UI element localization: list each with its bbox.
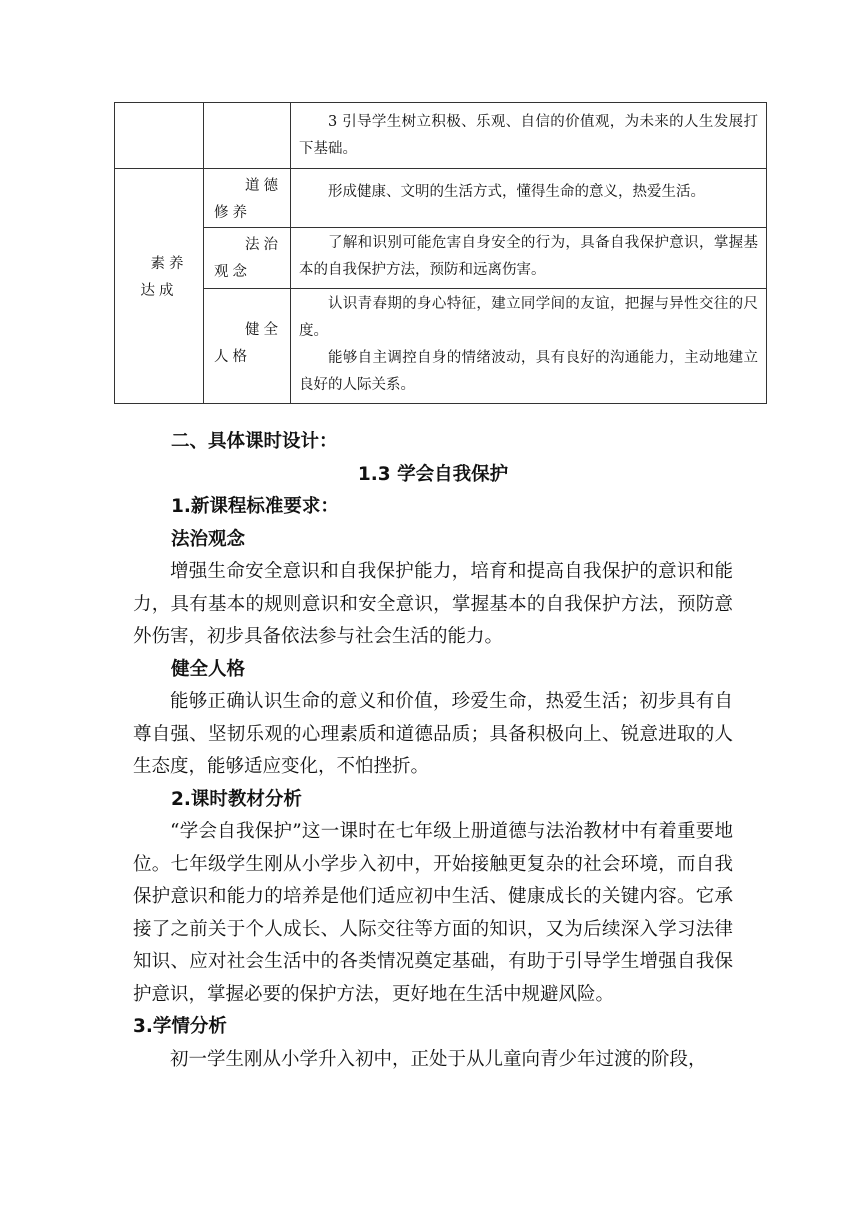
category-label-line1: 素养 (150, 256, 188, 272)
sub-label-line2: 人格 (214, 349, 251, 365)
paragraph-personality: 能够正确认识生命的意义和价值，珍爱生命，热爱生活；初步具有自尊自强、坚韧乐观的心理素质和道德品质；具备积极向上、锐意进取的人生态度，能够适应变化，不怕挫折。 (133, 691, 733, 777)
heading-standards: 1.新课程标准要求： (171, 496, 339, 517)
law-text: 了解和识别可能危害自身安全的行为，具备自我保护意识，掌握基本的自我保护方法，预防和远离伤害。 (299, 235, 758, 278)
table-row (115, 289, 767, 404)
category-label-line2: 达成 (140, 283, 178, 299)
sub-label-line1: 健全 (245, 322, 282, 338)
lesson-title: 1.3 学会自我保护 (357, 463, 509, 485)
sub-label-line2: 修养 (214, 205, 251, 221)
subheading-law: 法治观念 (171, 528, 246, 550)
heading-textbook-analysis: 2.课时教材分析 (171, 788, 302, 810)
table-row (115, 228, 767, 289)
sub-label-line1: 道德 (245, 178, 282, 194)
sub-label-line1: 法治 (245, 237, 282, 253)
table-cell (291, 169, 767, 228)
table-row (115, 169, 767, 228)
value-goal-text: 3 引导学生树立积极、乐观、自信的价值观，为未来的人生发展打下基础。 (299, 114, 758, 157)
document-body (133, 426, 733, 1076)
personality-text-2: 能够自主调控自身的情绪波动，具有良好的沟通能力，主动地建立良好的人际关系。 (299, 350, 758, 393)
sub-label-cell (204, 169, 291, 228)
category-cell (115, 169, 204, 404)
table-row (115, 103, 767, 169)
sub-label-cell (204, 289, 291, 404)
paragraph-textbook-analysis: “学会自我保护”这一课时在七年级上册道德与法治教材中有着重要地位。七年级学生刚从小学步入初中，开始接触更复杂的社会环境，而自我保护意识和能力的培养是他们适应初中生活、健康成长的关键内容。它承接了之前关于个人成长、人际交往等方面的知识，又为后续深入学习法律知识、应对社会生活中的各类情况奠定基础，有助于引导学生增强自我保护意识，掌握必要的保护方法，更好地在生活中规避风险。 (133, 821, 733, 1005)
table-cell-empty (204, 103, 291, 169)
heading-student-analysis: 3.学情分析 (133, 1016, 227, 1037)
literacy-goals-table (114, 102, 767, 404)
table-cell (291, 103, 767, 169)
paragraph-student-analysis: 初一学生刚从小学升入初中，正处于从儿童向青少年过渡的阶段， (170, 1048, 707, 1070)
paragraph-law: 增强生命安全意识和自我保护能力，培育和提高自我保护的意识和能力，具有基本的规则意识和安全意识，掌握基本的自我保护方法，预防意外伤害，初步具备依法参与社会生活的能力。 (133, 561, 733, 647)
sub-label-line2: 观念 (214, 264, 251, 280)
sub-label-cell (204, 228, 291, 289)
subheading-personality: 健全人格 (171, 658, 246, 680)
moral-text: 形成健康、文明的生活方式，懂得生命的意义，热爱生活。 (328, 184, 705, 200)
personality-text-1: 认识青春期的身心特征，建立同学间的友谊，把握与异性交往的尺度。 (299, 296, 758, 339)
table-cell (291, 289, 767, 404)
table-cell-empty (115, 103, 204, 169)
table-cell (291, 228, 767, 289)
section-heading: 二、具体课时设计： (171, 431, 338, 452)
